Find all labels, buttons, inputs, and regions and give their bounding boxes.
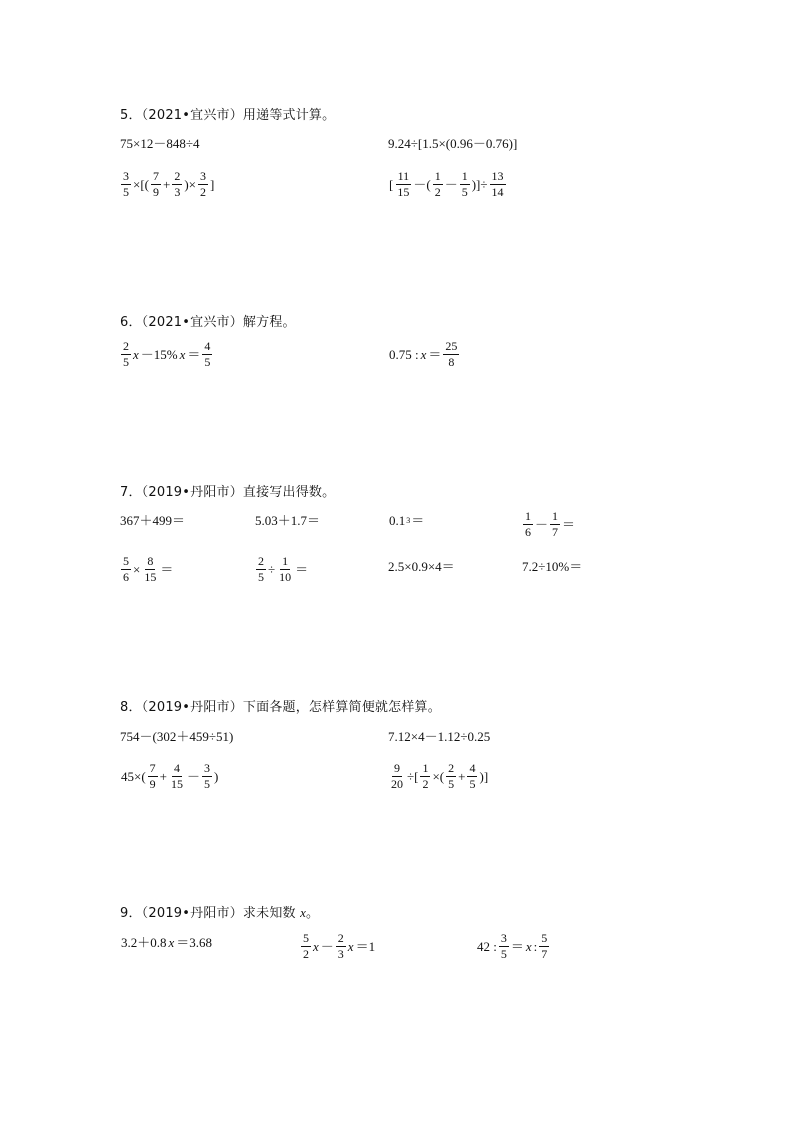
fraction: $\frac{1}{5}$ <box>461 169 468 199</box>
question-5-title: 5．（2021•宜兴市）用递等式计算。 <box>120 108 336 123</box>
fraction: $\frac{25}{8}$ <box>445 339 458 369</box>
q9-equation-3: 42 : $\frac{3}{5}$ ＝ x : $\frac{5}{7}$ <box>477 931 548 961</box>
fraction: $\frac{1}{6}$ <box>525 509 531 539</box>
fraction: $\frac{3}{5}$ <box>123 169 129 199</box>
fraction: $\frac{4}{5}$ <box>469 761 476 791</box>
fraction: $\frac{4}{15}$ <box>171 761 184 791</box>
q8-expression-1: 754－(302＋459÷51) <box>120 729 234 744</box>
q7-item-8: 7.2÷10%＝ <box>522 559 583 574</box>
fraction: $\frac{9}{20}$ <box>391 761 403 791</box>
question-8-title: 8．（2019•丹阳市）下面各题，怎样算简便就怎样算。 <box>120 700 441 715</box>
fraction: $\frac{3}{2}$ <box>200 169 207 199</box>
q7-item-6: $\frac{2}{5}$ ÷ $\frac{1}{10}$ ＝ <box>258 554 309 584</box>
fraction: $\frac{3}{5}$ <box>500 931 507 961</box>
fraction: $\frac{1}{2}$ <box>422 761 429 791</box>
fraction: $\frac{11}{15}$ <box>397 169 410 199</box>
fraction: $\frac{2}{5}$ <box>123 339 129 369</box>
q9-equation-2: $\frac{5}{2}$ x － $\frac{2}{3}$ x ＝1 <box>303 931 376 961</box>
q8-expression-2: 7.12×4－1.12÷0.25 <box>388 729 491 744</box>
q5-expression-4: [ $\frac{11}{15}$ －( $\frac{1}{2}$ － $\frac{1}{5}$ )]÷ $\frac{13}{14}$ <box>389 169 504 199</box>
q8-expression-4: $\frac{9}{20}$ ÷[ $\frac{1}{2}$ ×( $\frac{2}{5}$ + $\frac{4}{5}$ )] <box>391 761 489 791</box>
fraction: $\frac{5}{6}$ <box>123 554 129 584</box>
fraction: $\frac{8}{15}$ <box>144 554 157 584</box>
fraction: $\frac{13}{14}$ <box>491 169 504 199</box>
q6-equation-1: $\frac{2}{5}$ x －15% x ＝ $\frac{4}{5}$ <box>123 339 211 369</box>
fraction: $\frac{7}{9}$ <box>153 169 159 199</box>
q7-item-1: 367＋499＝ <box>120 513 186 528</box>
question-9-title: 9．（2019•丹阳市）求未知数 x。 <box>120 905 320 921</box>
q7-item-2: 5.03＋1.7＝ <box>255 513 321 528</box>
q5-expression-1: 75×12－848÷4 <box>120 136 200 151</box>
fraction: $\frac{1}{7}$ <box>552 509 559 539</box>
fraction: $\frac{2}{3}$ <box>337 931 344 961</box>
q6-equation-2: 0.75 : x ＝ $\frac{25}{8}$ <box>389 339 458 369</box>
fraction: $\frac{2}{5}$ <box>258 554 264 584</box>
fraction: $\frac{5}{2}$ <box>303 931 309 961</box>
q7-item-3: 0.1 3 ＝ <box>389 513 425 528</box>
q5-expression-3: $\frac{3}{5}$ ×[( $\frac{7}{9}$ + $\frac{2}{3}$ )× $\frac{3}{2}$ ] <box>123 169 215 199</box>
question-6-title: 6．（2021•宜兴市）解方程。 <box>120 315 296 330</box>
q7-item-4: $\frac{1}{6}$ － $\frac{1}{7}$ ＝ <box>525 509 576 539</box>
q7-item-5: $\frac{5}{6}$ × $\frac{8}{15}$ ＝ <box>123 554 174 584</box>
fraction: $\frac{2}{5}$ <box>448 761 455 791</box>
fraction: $\frac{3}{5}$ <box>204 761 211 791</box>
fraction: $\frac{1}{2}$ <box>434 169 441 199</box>
fraction: $\frac{1}{10}$ <box>279 554 292 584</box>
q9-equation-1: 3.2＋0.8 x ＝3.68 <box>121 935 213 950</box>
q5-expression-2: 9.24÷[1.5×(0.96－0.76)] <box>388 136 518 151</box>
question-7-title: 7．（2019•丹阳市）直接写出得数。 <box>120 485 336 500</box>
q7-item-7: 2.5×0.9×4＝ <box>388 559 455 574</box>
fraction: $\frac{2}{3}$ <box>174 169 181 199</box>
fraction: $\frac{5}{7}$ <box>541 931 548 961</box>
q8-expression-3: 45×( $\frac{7}{9}$ + $\frac{4}{15}$ － $\frac{3}{5}$ ) <box>121 761 219 791</box>
fraction: $\frac{7}{9}$ <box>149 761 156 791</box>
fraction: $\frac{4}{5}$ <box>204 339 211 369</box>
